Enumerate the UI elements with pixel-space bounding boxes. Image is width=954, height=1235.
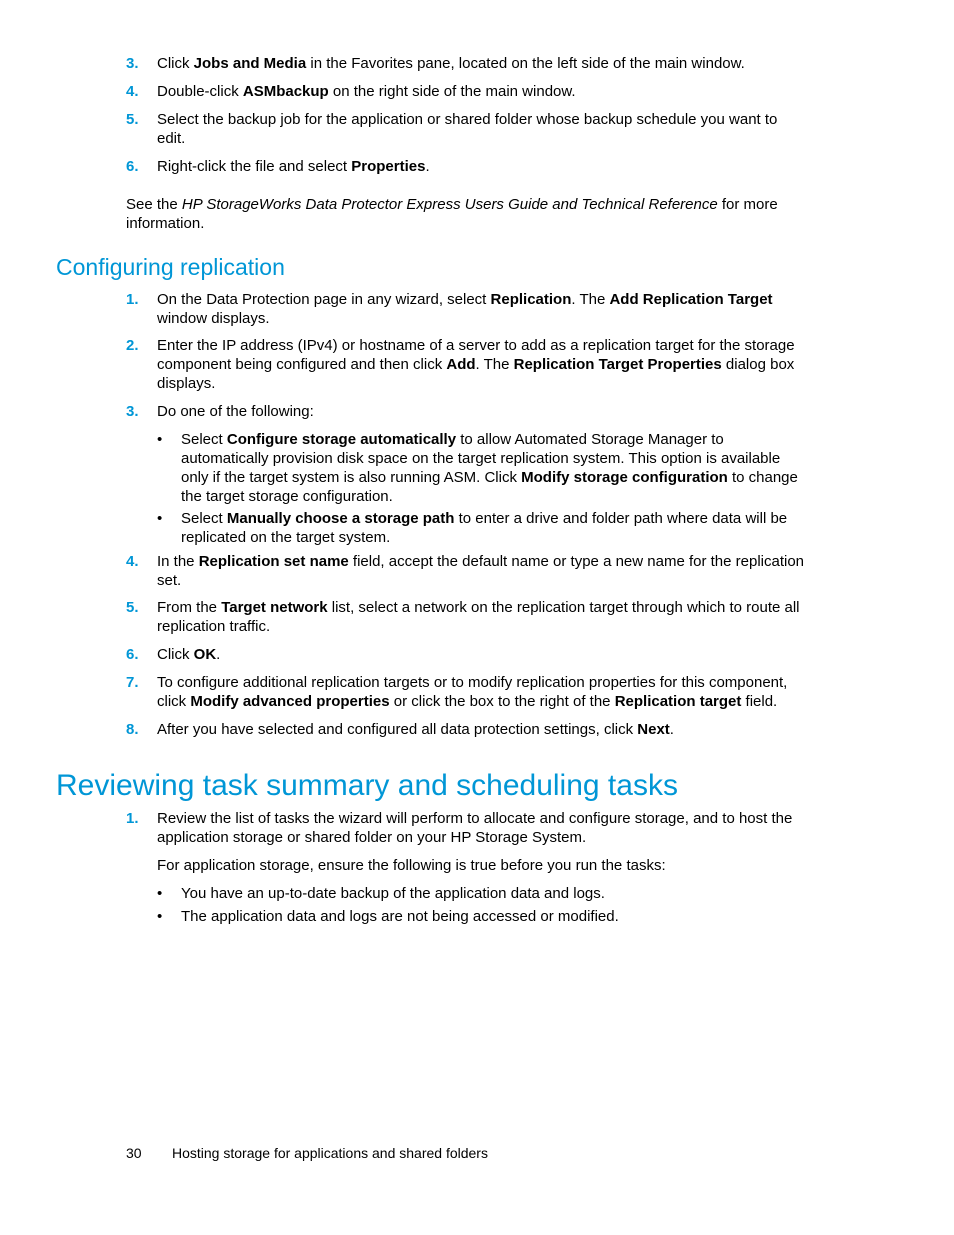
- step-text: On the Data Protection page in any wizard, select: [157, 291, 491, 308]
- page-number: 30: [126, 1145, 142, 1161]
- step-text: . The: [475, 356, 514, 373]
- note-text: for more information.: [126, 196, 778, 232]
- replication-step-8: [126, 720, 806, 739]
- bullet-marker: •: [157, 885, 163, 902]
- replication-step-4: [126, 552, 806, 590]
- see-also-note: [126, 195, 806, 233]
- ui-term: Target network: [221, 599, 328, 616]
- guide-title: HP StorageWorks Data Protector Express Users Guide and Technical Reference: [181, 196, 718, 213]
- step-text: or click the box to the right of the: [389, 693, 615, 710]
- step-text: field, accept the default name or type a new name for the replication set.: [157, 553, 805, 589]
- bullet-text: You have an up-to-date backup of the application data and logs.: [181, 885, 605, 902]
- replication-step-7: [126, 673, 806, 711]
- step-text: dialog box displays.: [157, 356, 795, 392]
- bullet-text: The application data and logs are not being accessed or modified.: [181, 908, 619, 925]
- step-number: 3.: [126, 403, 139, 420]
- step-text: Do one of the following:: [157, 403, 314, 420]
- step-text: Right-click the file and select: [157, 158, 352, 175]
- step-text: Enter the IP address (IPv4) or hostname of a server to add as a replication target for the storage component being configured and then click: [157, 337, 795, 373]
- replication-step-6: [126, 645, 806, 664]
- page-footer: [126, 1144, 488, 1162]
- step-text: field.: [741, 693, 778, 710]
- step-number: 4.: [126, 553, 139, 570]
- bullet-not-being-accessed: [157, 907, 807, 926]
- step-number: 8.: [126, 721, 139, 738]
- bullet-marker: •: [157, 431, 163, 448]
- step-number: 5.: [126, 599, 139, 616]
- step-3-jobs-and-media: [126, 54, 806, 73]
- bullet-marker: •: [157, 908, 163, 925]
- step-number: 6.: [126, 646, 139, 663]
- step-text: window displays.: [157, 310, 270, 327]
- ui-term: Replication set name: [198, 553, 349, 570]
- section-heading-reviewing-task-summary: Reviewing task summary and scheduling tasks: [56, 769, 678, 802]
- step-text: To configure additional replication targets or to modify replication properties for this component, click: [157, 674, 788, 710]
- footer-title: Hosting storage for applications and shared folders: [172, 1145, 488, 1161]
- step-text: Review the list of tasks the wizard will perform to allocate and configure storage, and to host the application storage or shared folder on your HP Storage System.: [157, 810, 793, 846]
- step-number: 2.: [126, 337, 139, 354]
- ui-term: Jobs and Media: [193, 55, 307, 72]
- ui-term: Manually choose a storage path: [226, 510, 455, 527]
- ui-term: Modify storage configuration: [521, 469, 728, 486]
- bullet-manual-storage-path: [157, 509, 807, 547]
- step-text: .: [669, 721, 674, 738]
- step-text: list, select a network on the replication target through which to route all replication traffic.: [157, 599, 800, 635]
- bullet-text: to allow Automated Storage Manager to automatically provision disk space on the target replication system. This option is available only if the target system is also running ASM. Click: [181, 431, 781, 486]
- step-text: in the Favorites pane, located on the left side of the main window.: [306, 55, 745, 72]
- step-5-select-backup-job: [126, 110, 806, 148]
- ui-term: Add Replication Target: [609, 291, 773, 308]
- bullet-marker: •: [157, 510, 163, 527]
- step-text: Click: [157, 646, 194, 663]
- ui-term: OK: [193, 646, 217, 663]
- step-4-asmbackup: [126, 82, 806, 101]
- step-number: 6.: [126, 158, 139, 175]
- ui-term: Replication Target Properties: [513, 356, 722, 373]
- ui-term: Properties: [351, 158, 426, 175]
- step-text: From the: [157, 599, 222, 616]
- step-number: 1.: [126, 810, 139, 827]
- step-number: 7.: [126, 674, 139, 691]
- section-heading-configuring-replication: Configuring replication: [56, 254, 285, 280]
- ui-term: ASMbackup: [242, 83, 329, 100]
- step-text: Double-click: [157, 83, 243, 100]
- bullet-text: to change the target storage configuration.: [181, 469, 798, 505]
- replication-step-2: [126, 336, 806, 393]
- step-number: 5.: [126, 111, 139, 128]
- step-text: Select the backup job for the application or shared folder whose backup schedule you want to edit.: [157, 111, 778, 147]
- step-text: .: [425, 158, 430, 175]
- ui-term: Configure storage automatically: [226, 431, 457, 448]
- bullet-text: Select: [181, 431, 227, 448]
- review-step-1: [126, 809, 806, 847]
- step-6-properties: [126, 157, 806, 176]
- bullet-configure-automatically: [157, 430, 807, 506]
- step-text: After you have selected and configured all data protection settings, click: [157, 721, 638, 738]
- ui-term: Modify advanced properties: [190, 693, 390, 710]
- replication-step-5: [126, 598, 806, 636]
- bullet-up-to-date-backup: [157, 884, 807, 903]
- ui-term: Replication: [490, 291, 572, 308]
- ui-term: Next: [637, 721, 670, 738]
- bullet-text: Select: [181, 510, 227, 527]
- step-text: Click: [157, 55, 194, 72]
- step-number: 3.: [126, 55, 139, 72]
- step-text: .: [216, 646, 221, 663]
- bullet-text: to enter a drive and folder path where data will be replicated on the target system.: [181, 510, 788, 546]
- ui-term: Replication target: [614, 693, 742, 710]
- step-text: . The: [571, 291, 610, 308]
- replication-step-3: [126, 402, 806, 421]
- ui-term: Add: [446, 356, 476, 373]
- note-text: See the: [126, 196, 182, 213]
- application-storage-note: For application storage, ensure the following is true before you run the tasks:: [157, 857, 666, 874]
- replication-step-1: [126, 290, 806, 328]
- step-number: 1.: [126, 291, 139, 308]
- step-text: In the: [157, 553, 199, 570]
- step-text: on the right side of the main window.: [328, 83, 576, 100]
- step-number: 4.: [126, 83, 139, 100]
